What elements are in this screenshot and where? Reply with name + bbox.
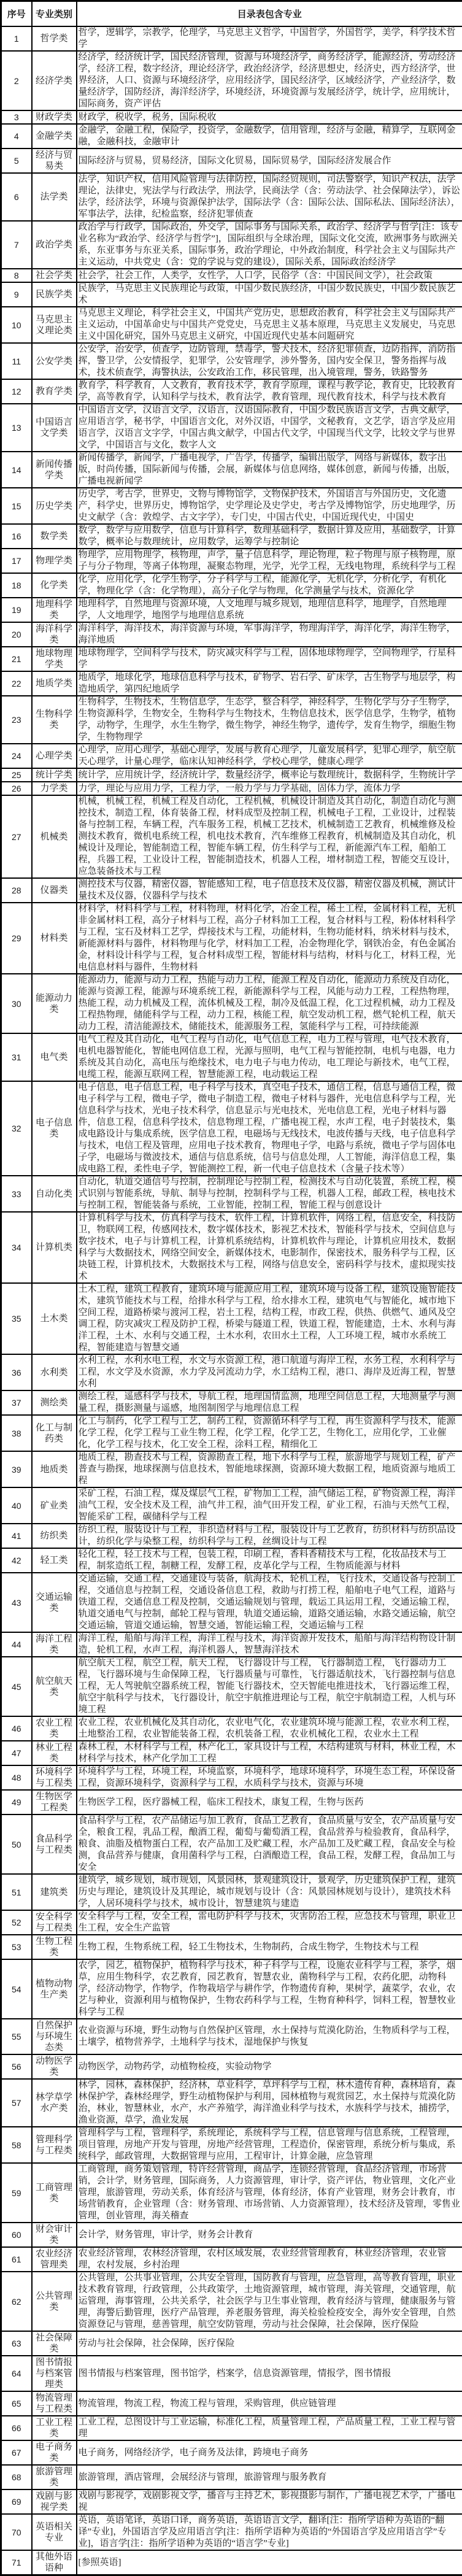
row-no-cell: 39: [1, 1451, 32, 1487]
row-no-cell: 41: [1, 1524, 32, 1548]
row-no-cell: 71: [1, 2550, 32, 2575]
row-no-cell: 2: [1, 51, 32, 110]
row-no-cell: 33: [1, 1176, 32, 1212]
table-row: [1, 2489, 462, 2514]
row-no-cell: 6: [1, 173, 32, 221]
table-row: [1, 2331, 462, 2356]
row-no-cell: 14: [1, 452, 32, 488]
table-row: [1, 2272, 462, 2331]
row-category-cell: 财会审计类: [32, 2223, 77, 2247]
row-no-cell: 31: [1, 1033, 32, 1081]
row-category-cell: 土木类: [32, 1283, 77, 1354]
table-row: [1, 2356, 462, 2391]
row-no-cell: 38: [1, 1415, 32, 1451]
row-no-cell: 61: [1, 2247, 32, 2272]
row-no-cell: 23: [1, 696, 32, 744]
row-category-cell: 农业经济管理类: [32, 2247, 77, 2272]
row-category-cell: 工业工程类: [32, 2416, 77, 2440]
table-row: [1, 795, 462, 878]
row-no-cell: 68: [1, 2465, 32, 2489]
table-row: [1, 903, 462, 974]
row-category-cell: 生物工程类: [32, 1935, 77, 1959]
row-majors-cell: 农业资源与环境，野生动物与自然保护区管理，水土保持与荒漠化防治，生物质科学与工程，土壤学，植物营养学，土地科学与技术，湿地保护与恢复: [77, 2019, 462, 2054]
row-majors-cell: 中国语言文学，汉语言文学，汉语言，汉语国际教育，中国少数民族语言文学，古典文献学，应用语言学，秘书学，中国语言文化，对外汉语，中国学，文秘教育，文艺学，语言学及应用语言学，汉语言文字学，中国古典文献学，中国古代文学，中国现当代文学，比较文学与世界文学，中国语言与文化，数字人文: [77, 404, 462, 452]
header-row: [1, 1, 462, 27]
row-no-cell: 15: [1, 488, 32, 524]
row-majors-cell: 能源动力，能源与动力工程，热能与动力工程，能源工程及自动化，能源动力系统及自动化，能源与资源工程，能源与环境系统工程，新能源科学与工程，风能与动力工程，工程热物理，热能工程，动力机械及工程，流体机械及工程，制冷及低温工程，化工过程机械，动力工程及工程热物理，储能科学与工程，动力工程，核能工程，航空发动机工程，燃气轮机工程，航天动力工程，清洁能源技术，储能技术，能源服务工程，氢能科学与工程，可持续能源: [77, 974, 462, 1033]
row-category-cell: 材料类: [32, 903, 77, 974]
row-no-cell: 62: [1, 2272, 32, 2331]
table-row: [1, 269, 462, 282]
row-no-cell: 28: [1, 878, 32, 903]
row-category-cell: 地质学类: [32, 671, 77, 696]
row-category-cell: 生物科学类: [32, 696, 77, 744]
table-row: [1, 1081, 462, 1176]
row-category-cell: 交通运输类: [32, 1573, 77, 1632]
table-row: [1, 282, 462, 307]
table-row: [1, 1716, 462, 1741]
table-row: [1, 671, 462, 696]
table-row: [1, 2163, 462, 2223]
row-no-cell: 51: [1, 1874, 32, 1910]
row-category-cell: 图书情报与档案管理类: [32, 2356, 77, 2391]
row-majors-cell: 海洋工程，船舶与海洋工程，海洋工程与技术，海洋资源开发技术，船舶与海洋结构物设计制造，轮机工程，水声工程，海洋机器人，智慧海洋技术: [77, 1632, 462, 1657]
row-no-cell: 27: [1, 795, 32, 878]
row-category-cell: 计算机类: [32, 1212, 77, 1283]
table-row: [1, 974, 462, 1033]
row-no-cell: 63: [1, 2331, 32, 2356]
row-no-cell: 43: [1, 1573, 32, 1632]
table-row: [1, 1415, 462, 1451]
row-majors-cell: 教育学，科学教育，人文教育，教育技术学，教育学原理，课程与教学论，教育史，比较教育学，高等教育学，认知科学与技术，教育法学，教育管理，现代教育技术，科学与技术教育: [77, 379, 462, 404]
row-majors-cell: 法学，知识产权，信用风险管理与法律防控，国际经贸规则，司法警察学，知识产权法，法学理论，法律史，宪法学与行政法学，刑法学，民商法学（含：劳动法学、社会保障法学），诉讼法学，经济法学，环境与资源保护法学，国际法学（含：国际公法、国际私法、国际经济法），军事法学，法律，纪检监察，经济犯罪侦查: [77, 173, 462, 221]
table-row: [1, 647, 462, 671]
row-no-cell: 1: [1, 26, 32, 51]
row-majors-cell: 会计学，财务管理，审计学，财务会计教育: [77, 2223, 462, 2247]
row-majors-cell: 环境科学与工程，环境工程，环境监察，环境科学，地球环境科学，环境生态工程，环保设备工程，资源环境科学，资源科学与工程，水质科学与技术，资源与环境: [77, 1765, 462, 1790]
table-row: [1, 744, 462, 768]
col-header-majors: 目录表包含专业: [77, 1, 462, 27]
row-majors-cell: 马克思主义理论，科学社会主义，中国共产党历史，思想政治教育，科学社会主义与国际共产主义运动，中国革命史与中国共产党党史，马克思主义基本原理，马克思主义发展史，马克思主义中国化研究，国外马克思主义研究，中国近现代史基本问题研究: [77, 307, 462, 343]
table-row: [1, 488, 462, 524]
row-majors-cell: 哲学，逻辑学，宗教学，伦理学，马克思主义哲学，中国哲学，外国哲学，美学，科学技术哲学: [77, 26, 462, 51]
row-category-cell: 自动化类: [32, 1176, 77, 1212]
row-majors-cell: 旅游管理，酒店管理，会展经济与管理，旅游管理与服务教育: [77, 2465, 462, 2489]
row-category-cell: 历史学类: [32, 488, 77, 524]
row-category-cell: 纺织类: [32, 1524, 77, 1548]
row-category-cell: 戏剧与影视学类: [32, 2489, 77, 2514]
row-no-cell: 5: [1, 148, 32, 173]
row-majors-cell: 工商管理，商务策划管理，特许经营管理，商品学，连锁经营管理，食品经济管理，市场营销，会计学，财务管理，国际商务，人力资源管理，审计学，资产评估，物业管理，文化产业管理，旅游管理，劳动关系，体育经济与管理，体育经济，体育产业管理，财务会计教育，市场营销教育，企业管理（含：财务管理、市场营销、人力资源管理），技术经济及管理，零售业管理，创业管理，海关稽查: [77, 2163, 462, 2223]
table-row: [1, 1741, 462, 1765]
table-row: [1, 1524, 462, 1548]
table-row: [1, 2391, 462, 2416]
row-category-cell: 公共管理类: [32, 2272, 77, 2331]
row-no-cell: 44: [1, 1632, 32, 1657]
row-no-cell: 30: [1, 974, 32, 1033]
row-category-cell: 林学草学水产类: [32, 2079, 77, 2127]
row-no-cell: 56: [1, 2054, 32, 2079]
row-majors-cell: 电子商务，网络经济学，电子商务及法律，跨境电子商务: [77, 2440, 462, 2465]
row-majors-cell: 力学，理论与应用力学，工程力学，一般力学与力学基础，固体力学，流体力学: [77, 782, 462, 795]
row-majors-cell: 历史学，考古学，世界史，文物与博物馆学，文物保护技术，外国语言与外国历史，文化遗产，科学史，世界历史，博物馆学，史学理论及史学史，考古学及博物馆学，历史地理学，历史文献学（含：敦煌学、古文字学），专门史，中国古代史，中国近现代史，中国史: [77, 488, 462, 524]
row-majors-cell: 金融学，金融工程，保险学，投资学，金融数学，信用管理，经济与金融，精算学，互联网金融，金融科技，金融审计: [77, 124, 462, 148]
row-category-cell: 管理科学与工程类: [32, 2127, 77, 2163]
table-row: [1, 878, 462, 903]
row-category-cell: 环境科学与工程类: [32, 1765, 77, 1790]
row-category-cell: 矿业类: [32, 1487, 77, 1524]
table-row: [1, 782, 462, 795]
row-majors-cell: 地球物理学，空间科学与技术，防灾减灾科学与工程，固体地球物理学，空间物理学，行星科学: [77, 647, 462, 671]
table-row: [1, 124, 462, 148]
row-no-cell: 59: [1, 2163, 32, 2223]
table-row: [1, 2514, 462, 2550]
row-majors-cell: 自动化，轨道交通信号与控制，控制理论与控制工程，检测技术与自动化装置，系统工程，模式识别与智能系统，导航、制导与控制，控制科学与工程，机器人工程，邮政工程，核电技术与控制工程，智能装备与系统，工业智能，控制工程，智能工程与创意设计: [77, 1176, 462, 1212]
row-no-cell: 40: [1, 1487, 32, 1524]
table-row: [1, 1874, 462, 1910]
row-majors-cell: 经济学，经济统计学，国民经济管理，资源与环境经济学，商务经济学，能源经济，劳动经济学，经济工程，数字经济，理论经济学，政治经济学，经济思想史，经济史，西方经济学，世界经济，人口、资源与环境经济学，应用经济学，国民经济学，区域经济学，产业经济学，数量经济学，国防经济，海洋经济学，环境经济，环境资源与发展经济学，统计学，应用统计，国际商务，资产评估: [77, 51, 462, 110]
table-row: [1, 2223, 462, 2247]
row-majors-cell: 轻化工程，轻工技术与工程，包装工程，印刷工程，香料香精技术与工程，化妆品技术与工程，制浆造纸工程，制糖工程，发酵工程，皮革化学与工程，生物质能源与材料: [77, 1548, 462, 1573]
table-row: [1, 1283, 462, 1354]
row-no-cell: 7: [1, 221, 32, 269]
row-no-cell: 22: [1, 671, 32, 696]
row-majors-cell: 食品科学与工程，农产品储运与加工教育，食品工艺教育，食品质量与安全，农产品质量与安全，粮食工程，乳品工程，酿酒工程，葡萄与葡萄酒工程，食品营养与检验教育，食品科学，粮食、油脂及植物蛋白工程，农产品加工及贮藏工程，水产品加工及贮藏工程，食品安全与检测，食品营养与健康，食用菌科学与工程，白酒酿造工程，食品工程，发酵工程，食品加工与安全: [77, 1814, 462, 1874]
row-majors-cell: 劳动与社会保障，社会保障，医疗保险: [77, 2331, 462, 2356]
row-majors-cell: 电气工程及其自动化，电气工程与自动化，电气信息工程，电力工程与管理，电气技术教育，电机电器智能化，智能电网信息工程，光源与照明，电气工程与智能控制，电机与电器，电力系统及其自动化，高电压与绝缘技术，电力电子与电力传动，电工理论与新技术，电气工程，电缆工程，能源互联网工程，智慧能源工程，电动载运工程: [77, 1033, 462, 1081]
row-majors-cell: 材料学，材料科学与工程，材料物理，材料化学，冶金工程，稀土工程，金属材料工程，无机非金属材料工程，高分子材料与工程，高分子材料加工工程，复合材料与工程，粉体材料科学与工程，宝石及材料工艺学，焊接技术与工程，功能材料，生物功能材料，纳米材料与技术，新能源材料与器件，材料物理与化学，材料加工工程，冶金物理化学，钢铁冶金，有色金属冶金，材料设计科学与工程，复合材料成型工程，智能材料与结构，材料与化工，材料工程，光电信息材料与器件，生物材料: [77, 903, 462, 974]
row-no-cell: 47: [1, 1741, 32, 1765]
row-category-cell: 哲学类: [32, 26, 77, 51]
row-no-cell: 26: [1, 782, 32, 795]
row-category-cell: 教育学类: [32, 379, 77, 404]
row-no-cell: 67: [1, 2440, 32, 2465]
row-majors-cell: 农学，园艺，植物保护，植物科学与技术，种子科学与工程，设施农业科学与工程，茶学，烟草，应用生物科学，农艺教育，园艺教育，智慧农业，菌物科学与工程，农药化肥，动物科学，经济动物学，作物学，作物栽培学与耕作学，作物遗传育种，果树学，蔬菜学，农业，农艺与种业，资源利用与植物保护，生物农药科学与工程，生物育种科学，饲料工程，智慧牧业科学与工程: [77, 1959, 462, 2019]
row-no-cell: 13: [1, 404, 32, 452]
row-no-cell: 20: [1, 622, 32, 647]
table-row: [1, 1959, 462, 2019]
row-category-cell: 工商管理类: [32, 2163, 77, 2223]
row-category-cell: 海洋工程类: [32, 1632, 77, 1657]
row-majors-cell: 安全科学与工程，安全工程，雷电防护科学与技术，灾害防治工程，应急技术与管理，职业卫生工程，安全生产监管: [77, 1910, 462, 1935]
col-header-category: 专业类别: [32, 1, 77, 27]
row-category-cell: 林业工程类: [32, 1741, 77, 1765]
row-category-cell: 经济学类: [32, 51, 77, 110]
table-row: [1, 1487, 462, 1524]
row-no-cell: 35: [1, 1283, 32, 1354]
row-majors-cell: 动物医学，动物药学，动植物检疫，实验动物学: [77, 2054, 462, 2079]
row-category-cell: 建筑类: [32, 1874, 77, 1910]
table-row: [1, 2465, 462, 2489]
row-category-cell: 经济与贸易类: [32, 148, 77, 173]
row-majors-cell: 测绘工程，遥感科学与技术，导航工程，地理国情监测，地理空间信息工程，大地测量学与测量工程，摄影测量与遥感，地图制图学与地理信息工程: [77, 1390, 462, 1415]
row-majors-cell: 管理科学与工程，管理科学，系统理论，系统科学与工程，信息管理与信息系统，工程管理，项目管理，房地产开发与管理，房地产经营管理，工程造价，保密管理，系统分析与集成，系统科学，邮政管理，大数据管理与应用，工程审计，计算金融，应急管理: [77, 2127, 462, 2163]
row-no-cell: 54: [1, 1959, 32, 2019]
table-row: [1, 2079, 462, 2127]
table-row: [1, 173, 462, 221]
table-row: [1, 573, 462, 598]
table-row: [1, 110, 462, 124]
row-no-cell: 65: [1, 2391, 32, 2416]
row-category-cell: 航空航天类: [32, 1657, 77, 1716]
row-category-cell: 电子商务类: [32, 2440, 77, 2465]
table-row: [1, 51, 462, 110]
table-row: [1, 2019, 462, 2054]
table-row: [1, 307, 462, 343]
row-no-cell: 29: [1, 903, 32, 974]
table-row: [1, 2247, 462, 2272]
row-no-cell: 48: [1, 1765, 32, 1790]
row-no-cell: 58: [1, 2127, 32, 2163]
row-majors-cell: 生物科学，生物技术，生物信息学，生态学，整合科学，神经科学，生物化学与分子生物学，生物资源科学，生物安全，生物科学与生物技术，生物信息技术，医学信息学，生物学，植物学，动物学，生理学，水生生物学，微生物学，神经生物学，遗传学，发育生物学，细胞生物学，生物物理学: [77, 696, 462, 744]
table-row: [1, 1790, 462, 1814]
table-row: [1, 1814, 462, 1874]
row-majors-cell: 计算机科学与技术，仿真科学与技术，软件工程，计算机软件，网络工程，信息安全，科技防卫，物联网工程，传感网技术，数字媒体技术，影视艺术技术，智能科学与技术，空间信息与数字技术，电子与计算机工程，计算机系统结构，计算机软件与理论，计算机应用技术，数据科学与大数据技术，网络空间安全，新媒体技术，电影制作，保密技术，服务科学与工程，区块链工程，计算机技术，大数据技术与工程，网络与信息安全，密码科学与技术，虚拟现实技术: [77, 1212, 462, 1283]
row-no-cell: 57: [1, 2079, 32, 2127]
row-category-cell: 社会学类: [32, 269, 77, 282]
table-row: [1, 26, 462, 51]
row-majors-cell: 电子信息，电子信息工程，电子科学与技术，真空电子技术，通信工程，信息与通信工程，微电子科学与工程，微电子学，微电子制造工程，微电子材料与器件，光电信息科学与工程，光信息科学与技术，光电子技术科学，信息显示与光电技术，光电信息工程，光电子材料与器件，信息工程，信息科学技术，信息物理工程，广播电视工程，水声工程，电子封装技术，集成电路设计与集成系统，医学信息工程，电磁场与无线技术，电波传播与天线，电子信息科学与技术，电信工程及管理，应用电子技术教育，物理电子学，电路与系统，微电子学与固体电子学，电磁场与微波技术，通信与信息系统，信号与信息处理，人工智能，海洋信息工程，集成电路工程，柔性电子学，智能测控工程，新一代电子信息技术（含量子技术等）: [77, 1081, 462, 1176]
row-no-cell: 55: [1, 2019, 32, 2054]
row-category-cell: 电气类: [32, 1033, 77, 1081]
row-category-cell: 机械类: [32, 795, 77, 878]
col-header-no: 序号: [1, 1, 32, 27]
table-row: [1, 221, 462, 269]
row-no-cell: 70: [1, 2514, 32, 2550]
row-category-cell: 动物医学类: [32, 2054, 77, 2079]
row-category-cell: 地质类: [32, 1451, 77, 1487]
row-no-cell: 19: [1, 598, 32, 622]
row-majors-cell: 民族学，马克思主义民族理论与政策，中国少数民族经济，中国少数民族史，中国少数民族艺术: [77, 282, 462, 307]
row-majors-cell: 地质学，地球化学，地球信息科学与技术，矿物学、岩石学、矿床学，古生物学与地层学，构造地质学，第四纪地质学: [77, 671, 462, 696]
row-category-cell: 政治学类: [32, 221, 77, 269]
row-majors-cell: 政治学与行政学，国际政治，外交学，国际事务与国际关系，政治学、经济学与哲学[注：该专业名称为“政治学、经济学与哲学”]，国际组织与全球治理，国际文化交流，欧洲事务与欧洲关系，东亚事务与东亚关系，国际事务，政治学理论，中外政治制度，科学社会主义与国际共产主义运动，中共党史（含：党的学说与党的建设），国际关系，国际政治经济学: [77, 221, 462, 269]
row-category-cell: 安全科学与工程类: [32, 1910, 77, 1935]
table-row: [1, 404, 462, 452]
row-majors-cell: 林学，园林，森林保护，经济林，草业科学，草坪科学与工程，林木遗传育种，森林培育，森林保护学，森林经理学，野生动植物保护与利用，园林植物与观赏园艺，水土保持与荒漠化防治，林业，智慧林业，水产，水产养殖学，海洋渔业科学与技术，水族科学与技术，捕捞学，渔业资源，草学，渔业发展: [77, 2079, 462, 2127]
row-majors-cell: 机械，机械工程，机械工程及自动化，工程机械，机械设计制造及其自动化，制造自动化与测控技术，制造工程，体育装备工程，材料成型及控制工程，机械电子工程，工业设计，过程装备与控制工程，车辆工程，汽车服务工程，机械工艺技术，机械制造工艺教育，机械维修及检测技术教育，微机电系统工程，机电技术教育，汽车维修工程教育，机械制造及其自动化，机械设计及理论，智能制造工程，智能车辆工程，仿生科学与工程，新能源汽车工程，船舶工程，兵器工程，工业设计工程，智能制造技术，机器人工程，增材制造工程，智能交互设计，应急装备技术与工程: [77, 795, 462, 878]
table-row: [1, 696, 462, 744]
table-row: [1, 1212, 462, 1283]
row-majors-cell: 土木工程，建筑工程教育，建筑环境与能源应用工程，建筑环境与设备工程，建筑设施智能技术，建筑节能技术与工程，给排水科学与工程，给水排水工程，建筑电气与智能化，城市地下空间工程，道路桥梁与渡河工程，岩土工程，结构工程，市政工程，供热、供燃气、通风及空调工程，防灾减灾工程及防护工程，桥梁与隧道工程，铁道工程，智能建造，土木、水利与海洋工程，土木、水利与交通工程，土木水利，农田水土工程，人工环境工程，城市水系统工程，智能建造与智慧交通: [77, 1283, 462, 1354]
row-majors-cell: 化学，应用化学，化学生物学，分子科学与工程，能源化学，无机化学，分析化学，有机化学，物理化学（含：化学物理），高分子化学与物理，化学测量学与技术，资源化学: [77, 573, 462, 598]
row-majors-cell: 统计学，应用统计学，经济统计学，数量经济学，概率论与数理统计，数据科学，生物统计学: [77, 768, 462, 782]
table-row: [1, 622, 462, 647]
row-no-cell: 12: [1, 379, 32, 404]
row-majors-cell: 财政学，税收学，税务，国际税收: [77, 110, 462, 124]
table-row: [1, 768, 462, 782]
row-no-cell: 64: [1, 2356, 32, 2391]
row-category-cell: 测绘类: [32, 1390, 77, 1415]
row-majors-cell: 海洋科学，海洋技术，海洋资源与环境，军事海洋学，物理海洋学，海洋化学，海洋生物学，海洋地质: [77, 622, 462, 647]
row-majors-cell: 国际经济与贸易，贸易经济，国际文化贸易，国际贸易学，国际经济发展合作: [77, 148, 462, 173]
row-no-cell: 10: [1, 307, 32, 343]
row-category-cell: 化学类: [32, 573, 77, 598]
row-no-cell: 11: [1, 343, 32, 379]
row-category-cell: 民族学类: [32, 282, 77, 307]
row-category-cell: 农业工程类: [32, 1716, 77, 1741]
row-category-cell: 法学类: [32, 173, 77, 221]
row-category-cell: 财政学类: [32, 110, 77, 124]
row-majors-cell: 物理学，应用物理学，核物理，声学，量子信息科学，理论物理，粒子物理与原子核物理，原子与分子物理，等离子体物理，凝聚态物理，光学，光学工程，无线电物理，系统科学与工程: [77, 549, 462, 573]
row-category-cell: 海洋科学类: [32, 622, 77, 647]
table-row: [1, 1354, 462, 1390]
row-no-cell: 69: [1, 2489, 32, 2514]
row-majors-cell: 物流管理，物流工程，物流工程与管理，采购管理，供应链管理: [77, 2391, 462, 2416]
row-no-cell: 16: [1, 524, 32, 549]
table-row: [1, 1573, 462, 1632]
row-no-cell: 50: [1, 1814, 32, 1874]
table-row: [1, 148, 462, 173]
row-no-cell: 52: [1, 1910, 32, 1935]
row-majors-cell: 农业经济管理，农林经济管理，农村区域发展，农业经营管理教育，林业经济管理，农业管理，农村发展，乡村治理: [77, 2247, 462, 2272]
table-row: [1, 379, 462, 404]
row-majors-cell: 建筑学，城乡规划，城市规划，风景园林，景观建筑设计，景观学，历史建筑保护工程，建筑历史与理论，建筑设计及其理论，城市规划与设计（含：风景园林规划与设计），建筑技术科学，人居环境科学与技术，城市设计，智慧建筑与建造: [77, 1874, 462, 1910]
row-majors-cell: [参照英语]: [77, 2550, 462, 2575]
row-majors-cell: 图书情报与档案管理，图书馆学，档案学，信息资源管理，情报学，图书情报: [77, 2356, 462, 2391]
row-majors-cell: 采矿工程，石油工程，煤及煤层气工程，矿物加工工程，油气储运工程，矿物资源工程，海洋油气工程，安全技术及工程，油气井工程，油气田开发工程，矿业工程，石油与天然气工程，智能采矿工程，碳储科学与工程: [77, 1487, 462, 1524]
table-row: [1, 524, 462, 549]
row-category-cell: 英语相关专业: [32, 2514, 77, 2550]
table-row: [1, 1632, 462, 1657]
row-category-cell: 公安学类: [32, 343, 77, 379]
row-majors-cell: 地理科学，自然地理与资源环境，人文地理与城乡规划，地理信息科学，地理学，自然地理学，人文地理学，地图学与地理信息系统: [77, 598, 462, 622]
row-no-cell: 49: [1, 1790, 32, 1814]
table-row: [1, 452, 462, 488]
row-majors-cell: 数学，数学与应用数学，信息与计算科学，数理基础科学，数据计算及应用，基础数学，计算数学，概率论与数理统计，应用数学，运筹学与控制论: [77, 524, 462, 549]
table-row: [1, 1176, 462, 1212]
table-row: [1, 2440, 462, 2465]
row-category-cell: 社会保障类: [32, 2331, 77, 2356]
row-category-cell: 力学类: [32, 782, 77, 795]
row-no-cell: 4: [1, 124, 32, 148]
row-no-cell: 66: [1, 2416, 32, 2440]
table-body: [1, 26, 462, 2575]
row-no-cell: 18: [1, 573, 32, 598]
row-category-cell: 物理学类: [32, 549, 77, 573]
row-category-cell: 植物动物生产类: [32, 1959, 77, 2019]
row-category-cell: 自然保护与环境生态类: [32, 2019, 77, 2054]
row-no-cell: 21: [1, 647, 32, 671]
row-no-cell: 3: [1, 110, 32, 124]
row-category-cell: 能源动力类: [32, 974, 77, 1033]
row-no-cell: 34: [1, 1212, 32, 1283]
row-majors-cell: 社会学，社会工作，人类学，女性学，人口学，民俗学（含：中国民间文学），社会政策: [77, 269, 462, 282]
row-category-cell: 仪器类: [32, 878, 77, 903]
table-row: [1, 1390, 462, 1415]
table-row: [1, 1657, 462, 1716]
row-category-cell: 水利类: [32, 1354, 77, 1390]
row-majors-cell: 公共管理，公共事业管理，公共安全管理，国防教育与管理，应急管理，高等教育管理，职业技术教育管理，行政管理，公共政策学，土地资源管理，城市管理，海关管理，交通管理，航运管理，海事管理，公共关系学，社会医学与卫生事业管理，教育经济与管理，健康服务与管理，海警后勤管理，医疗产品管理，养老服务管理，海关检验检疫安全，海外安全管理，自然资源登记与管理，慈善管理，航空安防管理，劳动与社会保障，社会保障，医疗保险: [77, 2272, 462, 2331]
row-majors-cell: 生物工程，生物系统工程，轻工生物技术，生物制药，合成生物学，生物技术与工程: [77, 1935, 462, 1959]
table-row: [1, 2127, 462, 2163]
row-category-cell: 物流管理与工程类: [32, 2391, 77, 2416]
row-majors-cell: 地质工程，勘查技术与工程，资源勘查工程，地下水科学与工程，旅游地学与规划工程，矿产普查与勘探，地球探测与信息技术，智能地球探测，资源环境大数据工程，地质资源与地质工程: [77, 1451, 462, 1487]
row-category-cell: 统计学类: [32, 768, 77, 782]
row-category-cell: 地理科学类: [32, 598, 77, 622]
row-category-cell: 马克思主义理论类: [32, 307, 77, 343]
row-majors-cell: 化工与制药，化学工程与工艺，制药工程，资源循环科学与工程，再生资源科学与技术，能源化学工程，化学工程与工业生物工程，化学工程，化学工艺，生物化工，应用化学，工业催化，化学工程与技术，化工安全工程，涂料工程，精细化工: [77, 1415, 462, 1451]
table-row: [1, 2550, 462, 2575]
row-no-cell: 9: [1, 282, 32, 307]
row-no-cell: 36: [1, 1354, 32, 1390]
row-majors-cell: 航空航天工程，航空工程，航天工程，飞行器设计与工程，飞行器制造工程，飞行器动力工程，飞行器环境与生命保障工程，飞行器质量与可靠性，飞行器适航技术，飞行器控制与信息工程，无人驾驶航空器系统工程，智能飞行器技术，空天智能电推进技术，飞行器运维工程，航空宇航科学与技术，飞行器设计，航空宇航推进理论与工程，航空宇航制造工程，人机与环境工程: [77, 1657, 462, 1716]
row-no-cell: 37: [1, 1390, 32, 1415]
row-majors-cell: 森林工程，木材科学与工程，林产化工，家具设计与工程，木结构建筑与材料，林业工程，木材科学与技术，林产化学加工工程: [77, 1741, 462, 1765]
table-row: [1, 1451, 462, 1487]
row-category-cell: 数学类: [32, 524, 77, 549]
table-header: [1, 1, 462, 27]
row-majors-cell: 工业工程，总图设计与工业运输，标准化工程，质量管理工程，产品质量工程，工业工程与管理: [77, 2416, 462, 2440]
row-category-cell: 地球物理学类: [32, 647, 77, 671]
table-row: [1, 1910, 462, 1935]
row-category-cell: 轻工类: [32, 1548, 77, 1573]
row-no-cell: 24: [1, 744, 32, 768]
table-row: [1, 1033, 462, 1081]
row-majors-cell: 英语，英语笔译，英语口译，商务英语，英语语言文学，翻译[注：指所学语种为英语的“翻译”专业]，外国语言学及应用语言学[注：指所学语种为英语的“外国语言学及应用语言学”专业]，语言学[注：指所学语种为英语的“语言学”专业]: [77, 2514, 462, 2550]
table-row: [1, 1765, 462, 1790]
row-no-cell: 45: [1, 1657, 32, 1716]
row-no-cell: 46: [1, 1716, 32, 1741]
row-majors-cell: 生物医学工程，医疗器械工程，临床工程技术，康复工程，生物与医药: [77, 1790, 462, 1814]
row-majors-cell: 农业工程，农业机械化及其自动化，农业电气化，农业建筑环境与能源工程，农业水利工程，土地整治工程，农业智能装备工程，农机装备工程，农业机械化工程，农业水土工程: [77, 1716, 462, 1741]
row-no-cell: 17: [1, 549, 32, 573]
table-row: [1, 1935, 462, 1959]
row-category-cell: 新闻传播学类: [32, 452, 77, 488]
row-category-cell: 其他外语语种: [32, 2550, 77, 2575]
row-category-cell: 金融学类: [32, 124, 77, 148]
table-row: [1, 2416, 462, 2440]
row-majors-cell: 戏剧与影视学，戏剧影视文学，播音与主持艺术，影视摄影与制作，广播电视艺术学，广播电视: [77, 2489, 462, 2514]
row-no-cell: 60: [1, 2223, 32, 2247]
row-majors-cell: 新闻传播学，新闻学，广播电视学，广告学，传播学，编辑出版学，网络与新媒体，数字出版，时尚传播，国际新闻与传播，会展，新媒体与信息网络，媒体创意，新闻与传播，出版，广播电视新闻学: [77, 452, 462, 488]
row-majors-cell: 心理学，应用心理学，基础心理学，发展与教育心理学，儿童发展科学，犯罪心理学，航空航天心理学，计量心理学，临床认知神经科学，学校心理学，健康心理学: [77, 744, 462, 768]
row-majors-cell: 水利工程，水利水电工程，水文与水资源工程，港口航道与海岸工程，水务工程，水利科学与工程，水文学及水资源，水力学及河流动力学，水工结构工程，港口、海岸及近海工程，智慧水利: [77, 1354, 462, 1390]
table-row: [1, 2054, 462, 2079]
row-majors-cell: 交通运输，交通工程，交通建设与装备，航海技术，轮机工程，飞行技术，交通设备与控制工程，交通信息与控制工程，交通设备信息工程，救助与打捞工程，船舶电子电气工程，道路与铁道工程，交通信息工程及控制，交通运输规划与管理，载运工具运用工程，交通运输工程，轨道交通电气与控制，邮轮工程与管理，轨道交通运输，道路交通运输，水路交通运输，航空交通运输，管道交通运输，智慧交通，智能运输工程，交通运输与工程: [77, 1573, 462, 1632]
row-no-cell: 53: [1, 1935, 32, 1959]
row-category-cell: 中国语言文学类: [32, 404, 77, 452]
table-row: [1, 549, 462, 573]
row-majors-cell: 测控技术与仪器，精密仪器，智能感知工程，电子信息技术及仪器，精密仪器及机械，测试计量技术及仪器，仪器科学与技术: [77, 878, 462, 903]
row-majors-cell: 纺织工程，服装设计与工程，非织造材料与工程，服装设计与工艺教育，纺织材料与纺织品设计，纺织化学与染整工程，纺织科学与工程，丝绸设计与工程: [77, 1524, 462, 1548]
table-row: [1, 1548, 462, 1573]
table-row: [1, 598, 462, 622]
row-category-cell: 电子信息类: [32, 1081, 77, 1176]
row-category-cell: 食品科学与工程类: [32, 1814, 77, 1874]
row-majors-cell: 公安学，治安学，侦查学，边防管理，禁毒学，警犬技术，经济犯罪侦查，边防指挥，消防指挥，警卫学，公安情报学，犯罪学，公安管理学，涉外警务，国内安全保卫，警务指挥与战术，技术侦查学，海警执法，公安政治工作，移民管理，出入境管理，警务，铁路警务: [77, 343, 462, 379]
row-no-cell: 25: [1, 768, 32, 782]
row-no-cell: 8: [1, 269, 32, 282]
row-category-cell: 生物医学工程类: [32, 1790, 77, 1814]
row-no-cell: 42: [1, 1548, 32, 1573]
row-category-cell: 化工与制药类: [32, 1415, 77, 1451]
row-category-cell: 旅游管理类: [32, 2465, 77, 2489]
table-row: [1, 343, 462, 379]
row-no-cell: 32: [1, 1081, 32, 1176]
row-category-cell: 心理学类: [32, 744, 77, 768]
